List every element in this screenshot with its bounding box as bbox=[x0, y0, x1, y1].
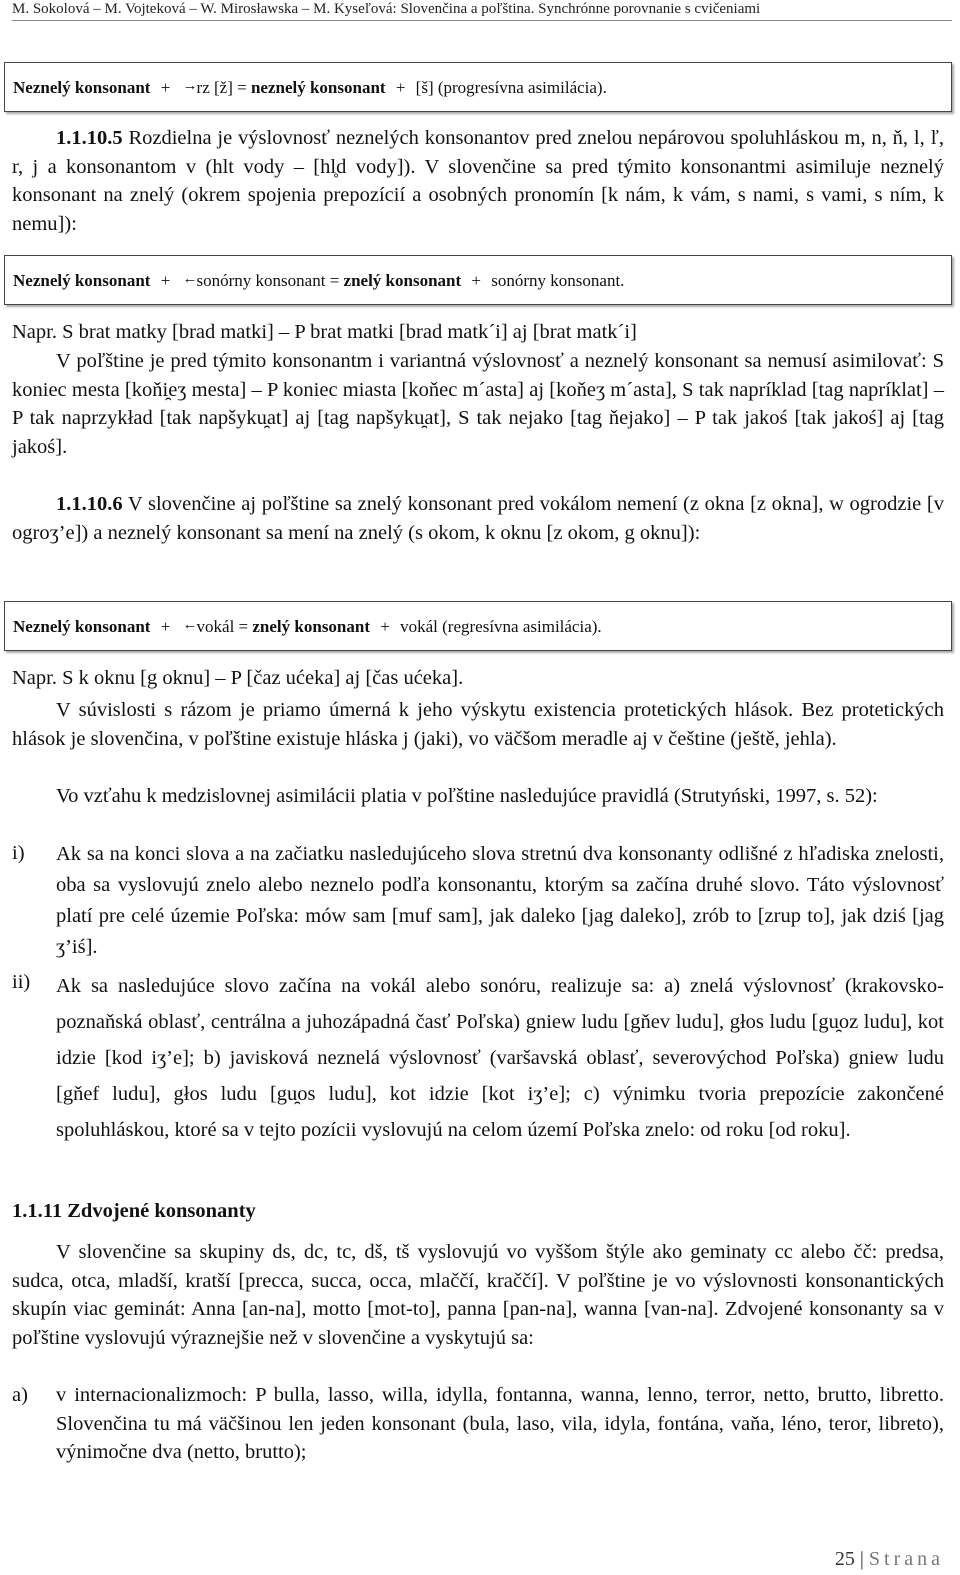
rule-result: znelý konsonant bbox=[252, 617, 371, 636]
plus-sign: + bbox=[160, 617, 171, 636]
list-text: Ak sa na konci slova a na začiatku nasledujúceho slova stretnú dva konsonanty odlišné z hľadiska znelosti, oba sa vyslovujú znelo alebo neznelo podľa konsonantu, ktorým sa začína druhé slovo. Táto výslovnosť platí pre celé územie Poľska: mów sam [muf sam], jak daleko [jag daleko], zrób to [zrup to], jak dziś [jag ʒ’iś]. bbox=[56, 843, 944, 958]
paragraph-variant: V poľštine je pred týmito konsonantm i variantná výslovnosť a neznelý konsonant sa nemusí asimilovať: S koniec mesta [koňi̯eʒ mesta] – P koniec miasta [koňec m´asta] aj [koňeʒ m´asta], S tak napríklad [tag napríklat] – P tak naprzykład [tak napšyku̯at] aj [tag napšyku̯at], S tak nejako [tag ňejako] – P tak jakoś [tak jakoś] aj [tag jakoś]. bbox=[12, 350, 944, 458]
plus-sign: + bbox=[471, 271, 481, 290]
rule-term: vokál = bbox=[196, 617, 249, 636]
rule-term: vokál (regresívna asimilácia). bbox=[400, 617, 602, 636]
rule-term: Neznelý konsonant bbox=[13, 78, 151, 97]
paragraph-prothetic: V súvislosti s rázom je priamo úmerná k jeho výskytu existencia protetických hlások. Bez protetických hlások je slovenčina, v poľštine existuje hláska j (jaki), vo väčšom meradle aj v češtine (ještě, jehla). bbox=[12, 699, 944, 750]
plus-sign: + bbox=[160, 271, 171, 290]
paragraph-geminates: V slovenčine sa skupiny ds, dc, tc, dš, tš vyslovujú vo vyššom štýle ako geminaty cc alebo čč: predsa, sudca, otca, mladší, kratší [precca, succa, occa, mlaččí, kraččí]. V poľštine je vo výslovnosti konsonantických skupín viac geminát: Anna [an-na], motto [mot-to], panna [pan-na], wanna [van-na]. Zdvojené konsonanty sa v poľštine vyslovujú výraznejšie než v slovenčine a vyskytujú sa: bbox=[12, 1241, 944, 1349]
list-item bbox=[12, 1381, 944, 1467]
section-heading: 1.1.11 Zdvojené konsonanty bbox=[12, 1200, 256, 1222]
section-number: 1.1.10. bbox=[56, 127, 113, 149]
list-text: v internacionalizmoch: P bulla, lasso, willa, idylla, fontanna, wanna, lenno, terror, netto, brutto, libretto. Slovenčina tu má väčšinou len jeden konsonant (bula, laso, vila, idyla, fontána, vaňa, léno, teror, libreto), výnimočne dva (netto, brutto); bbox=[56, 1384, 944, 1464]
rule-term: sonórny konsonant = bbox=[196, 271, 340, 290]
rule-result: znelý konsonant bbox=[343, 271, 462, 290]
paragraph-rules-intro: Vo vzťahu k medzislovnej asimilácii platia v poľštine nasledujúce pravidlá (Strutyński, 1997, s. 52): bbox=[56, 785, 878, 807]
rule-term: Neznelý konsonant bbox=[13, 271, 151, 290]
rule-result: neznelý konsonant bbox=[250, 78, 386, 97]
rule-term: Neznelý konsonant bbox=[13, 617, 151, 636]
paragraph-text: V slovenčine aj poľštine sa znelý konsonant pred vokálom nemení (z okna [z okna], w ogrodzie [v ogroʒ’e]) a neznelý konsonant sa mení na znelý (s okom, k oknu [z okom, g oknu]): bbox=[12, 493, 944, 544]
page-label: Strana bbox=[868, 1548, 944, 1570]
rule-term: [š] (progresívna asimilácia). bbox=[415, 78, 607, 97]
page-number: 25 bbox=[834, 1548, 855, 1570]
rule-box-sonorant bbox=[4, 255, 952, 305]
section-number-sub: 5 bbox=[112, 127, 123, 149]
paragraph-text: Rozdielna je výslovnosť neznelých konsonantov pred znelou nepárovou spoluhláskou m, n, ň, l, ľ, r, j a konsonantom v (hlt vody – [hl̥d vody]). V slovenčine sa pred týmito konsonantmi asimiluje neznelý konsonant na znelý (okrem spojenia prepozícií a osobných pronomín [k nám, k vám, s nami, s vami, s ním, k nemu]): bbox=[12, 127, 944, 235]
list-item bbox=[12, 968, 944, 1148]
plus-sign: + bbox=[160, 78, 171, 97]
section-number-sub: 6 bbox=[112, 493, 123, 515]
footer-separator: | bbox=[859, 1548, 864, 1570]
list-number: i) bbox=[12, 842, 25, 864]
page-footer bbox=[835, 1545, 944, 1574]
rule-box-vowel bbox=[4, 601, 952, 651]
rule-term: rz [ž] = bbox=[196, 78, 247, 97]
example-line: Napr. S k oknu [g oknu] – P [čaz ućeka] aj [čas ućeka]. bbox=[12, 667, 464, 689]
running-header: M. Sokolová – M. Vojteková – W. Mirosławska – M. Kyseľová: Slovenčina a poľština. Synchrónne porovnanie s cvičeniami bbox=[12, 0, 952, 21]
example-line: Napr. S brat matky [brad matki] – P brat matki [brad matk´i] aj [brat matk´i] bbox=[12, 321, 637, 343]
list-number: a) bbox=[12, 1384, 28, 1406]
list-item bbox=[12, 839, 944, 963]
list-text: Ak sa nasledujúce slovo začína na vokál alebo sonóru, realizuje sa: a) znelá výslovnosť (krakovsko-poznaňská oblasť, centrálna a juhozápadná časť Poľska) gniew ludu [gňev ludu], głos ludu [gu̯oz ludu], kot idzie [kod iʒ’e]; b) javisková neznelá výslovnosť (varšavská oblasť, severovýchod Poľska) gniew ludu [gňef ludu], głos ludu [gu̯os ludu], kot idzie [kot iʒ’e]; c) výnimku tvoria prepozície zakončené spoluhláskou, ktoré sa v tejto pozícii vyslovujú na celom území Poľska znelo: od roku [od roku]. bbox=[56, 975, 944, 1141]
plus-sign: + bbox=[395, 78, 406, 97]
rule-term: sonórny konsonant. bbox=[491, 271, 625, 290]
section-number: 1.1.10. bbox=[56, 493, 113, 515]
rule-box-progressive bbox=[4, 62, 952, 112]
paragraph-1-1-10-5 bbox=[12, 124, 944, 238]
plus-sign: + bbox=[380, 617, 390, 636]
paragraph-1-1-10-6 bbox=[12, 490, 944, 547]
list-number: ii) bbox=[12, 971, 31, 993]
